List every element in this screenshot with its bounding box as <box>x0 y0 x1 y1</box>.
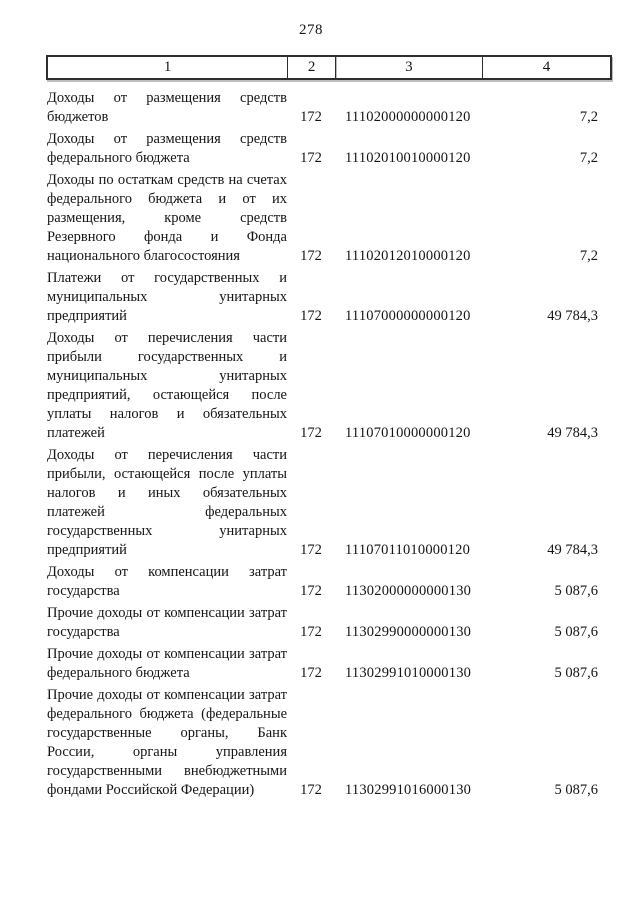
row-admin-code: 172 <box>300 583 322 599</box>
table-row <box>46 642 612 683</box>
table-row <box>46 168 612 266</box>
row-budget-code: 11102000000000120 <box>345 109 471 125</box>
page-number: 278 <box>299 22 323 38</box>
row-amount: 5 087,6 <box>554 782 598 798</box>
table-row <box>46 560 612 601</box>
row-budget-code: 11102010010000120 <box>345 150 471 166</box>
row-admin-code: 172 <box>300 542 322 558</box>
table-body <box>46 86 612 800</box>
row-budget-code: 11302991016000130 <box>345 782 472 798</box>
row-budget-code: 11102012010000120 <box>345 248 471 264</box>
row-amount: 49 784,3 <box>547 542 598 558</box>
table-row <box>46 683 612 800</box>
row-budget-code: 11302000000000130 <box>345 583 472 599</box>
row-amount: 7,2 <box>579 248 598 264</box>
row-name: Доходы от перечисления части прибыли, остающейся после уплаты налогов и иных обязательных платежей федеральных государственных унитарных предприятий <box>47 447 287 558</box>
row-name: Доходы от перечисления части прибыли государственных и муниципальных унитарных предприятий, остающейся после уплаты налогов и обязательных платежей <box>47 330 287 441</box>
row-amount: 7,2 <box>579 109 598 125</box>
table-row <box>46 326 612 443</box>
row-budget-code: 11107010000000120 <box>345 425 471 441</box>
row-amount: 49 784,3 <box>547 308 598 324</box>
table-row <box>46 443 612 560</box>
row-name: Прочие доходы от компенсации затрат федерального бюджета <box>47 646 287 681</box>
column-header-1: 1 <box>163 59 172 75</box>
row-amount: 49 784,3 <box>547 425 598 441</box>
row-budget-code: 11107000000000120 <box>345 308 471 324</box>
row-admin-code: 172 <box>300 308 322 324</box>
row-amount: 5 087,6 <box>554 665 598 681</box>
row-budget-code: 11302991010000130 <box>345 665 472 681</box>
row-name: Доходы от компенсации затрат государства <box>47 564 287 599</box>
row-admin-code: 172 <box>300 782 322 798</box>
row-admin-code: 172 <box>300 665 322 681</box>
row-admin-code: 172 <box>300 150 322 166</box>
table-row <box>46 127 612 168</box>
column-header-3: 3 <box>335 57 482 78</box>
column-header-2: 2 <box>287 57 335 78</box>
row-amount: 5 087,6 <box>554 624 598 640</box>
row-amount: 5 087,6 <box>554 583 598 599</box>
row-budget-code: 11107011010000120 <box>345 542 471 558</box>
table-row <box>46 86 612 127</box>
row-admin-code: 172 <box>300 109 322 125</box>
row-admin-code: 172 <box>300 425 322 441</box>
row-name: Прочие доходы от компенсации затрат федерального бюджета (федеральные государственные органы, Банк России, органы управления государственными внебюджетными фондами Российской Федерации) <box>47 687 287 798</box>
row-budget-code: 11302990000000130 <box>345 624 472 640</box>
table-row <box>46 266 612 326</box>
row-name: Доходы по остаткам средств на счетах федерального бюджета и от их размещения, кроме средств Резервного фонда и Фонда национального благосостояния <box>47 172 287 264</box>
row-name: Платежи от государственных и муниципальных унитарных предприятий <box>47 270 287 324</box>
row-name: Доходы от размещения средств федерального бюджета <box>47 131 287 166</box>
table-row <box>46 601 612 642</box>
table-column-header-row <box>46 55 612 80</box>
row-name: Доходы от размещения средств бюджетов <box>47 90 287 125</box>
row-admin-code: 172 <box>300 624 322 640</box>
column-header-4: 4 <box>482 57 610 78</box>
row-name: Прочие доходы от компенсации затрат государства <box>47 605 287 640</box>
row-amount: 7,2 <box>579 150 598 166</box>
row-admin-code: 172 <box>300 248 322 264</box>
